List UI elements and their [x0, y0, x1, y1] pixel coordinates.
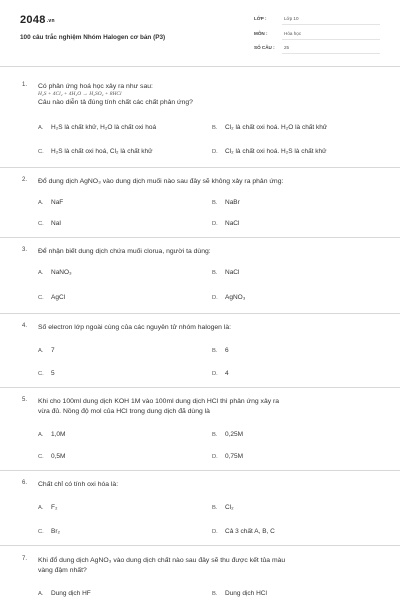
question-divider: [0, 387, 400, 388]
question-divider: [0, 167, 400, 168]
question-divider: [0, 313, 400, 314]
question-number: 3.: [22, 247, 28, 253]
brand-logo[interactable]: [20, 14, 55, 26]
header-divider: [0, 66, 400, 67]
option-b[interactable]: B. 6: [212, 347, 229, 354]
question-text-cont: vừa đủ. Nồng độ mol của HCl trong dung dịch đã dùng là: [38, 408, 210, 415]
option-d[interactable]: D. Cl₂ là chất oxi hoá. H₂S là chất khử: [212, 148, 327, 155]
option-text: 4: [225, 370, 229, 377]
meta-count-label: SỐ CÂU :: [254, 45, 275, 50]
question-text-cont: vàng đậm nhất?: [38, 567, 87, 574]
question-text: Khi đổ dung dịch AgNO₃ vào dung dịch chất nào sau đây sẽ thu được kết tủa màu: [38, 557, 286, 564]
meta-divider: [282, 53, 380, 54]
meta-subject-label: MÔN :: [254, 31, 268, 36]
question-divider: [0, 545, 400, 546]
question-text: Đổ dung dịch AgNO₃ vào dung dịch muối nào sau đây sẽ không xảy ra phản ứng:: [38, 178, 284, 185]
option-text: AgCl: [51, 294, 66, 301]
meta-subject-row: [254, 31, 380, 41]
question-text-cont: Câu nào diễn tả đúng tính chất các chất phản ứng?: [38, 99, 193, 106]
document-title: 100 câu trắc nghiệm Nhóm Halogen cơ bản (P3): [20, 34, 166, 41]
option-text: Cl₂ là chất oxi hoá. H₂O là chất khử: [225, 124, 328, 131]
option-text: 0,25M: [225, 431, 244, 438]
meta-class-label: LỚP :: [254, 16, 267, 21]
question-number: 6.: [22, 480, 28, 486]
option-text: 1,0M: [51, 431, 66, 438]
option-c[interactable]: C. Br₂: [38, 528, 61, 535]
question-text: Khi cho 100ml dung dịch KOH 1M vào 100ml dung dịch HCl thì phản ứng xảy ra: [38, 398, 280, 405]
meta-count-row: [254, 45, 380, 55]
brand-suffix: .vn: [46, 18, 55, 24]
option-text: H₂S là chất oxi hoá, Cl₂ là chất khử: [51, 148, 153, 155]
question-text: Có phản ứng hoá học xảy ra như sau:: [38, 83, 153, 90]
option-d[interactable]: D. Cả 3 chất A, B, C: [212, 528, 275, 535]
option-b[interactable]: B. NaCl: [212, 269, 240, 276]
option-text: NaI: [51, 220, 62, 227]
option-a[interactable]: A. H₂S là chất khử, H₂O là chất oxi hoá: [38, 124, 157, 131]
option-text: 0,75M: [225, 453, 244, 460]
meta-divider: [282, 39, 380, 40]
option-b[interactable]: B. NaBr: [212, 199, 240, 206]
brand-name: 2048: [20, 14, 46, 26]
option-text: NaCl: [225, 269, 240, 276]
option-text: 0,5M: [51, 453, 66, 460]
option-d[interactable]: D. NaCl: [212, 220, 240, 227]
option-c[interactable]: C. 0,5M: [38, 453, 66, 460]
meta-class-value: Lớp 10: [284, 16, 299, 21]
option-b[interactable]: B. 0,25M: [212, 431, 244, 438]
option-text: 5: [51, 370, 55, 377]
option-d[interactable]: D. 4: [212, 370, 229, 377]
question-number: 4.: [22, 323, 28, 329]
option-text: Cl₂ là chất oxi hoá. H₂S là chất khử: [225, 148, 327, 155]
option-c[interactable]: C. 5: [38, 370, 55, 377]
option-c[interactable]: C. NaI: [38, 220, 62, 227]
option-c[interactable]: C. AgCl: [38, 294, 66, 301]
option-text: F₂: [51, 504, 58, 511]
option-text: NaF: [51, 199, 64, 206]
option-text: Dung dịch HF: [51, 590, 91, 597]
option-a[interactable]: A. NaNO₃: [38, 269, 72, 276]
option-c[interactable]: C. H₂S là chất oxi hoá, Cl₂ là chất khử: [38, 148, 153, 155]
option-text: NaNO₃: [51, 269, 72, 276]
question-text: Số electron lớp ngoài cùng của các nguyên tử nhóm halogen là:: [38, 324, 232, 331]
option-text: Cl₂: [225, 504, 234, 511]
question-number: 7.: [22, 556, 28, 562]
option-text: NaCl: [225, 220, 240, 227]
option-text: H₂S là chất khử, H₂O là chất oxi hoá: [51, 124, 157, 131]
option-text: Cả 3 chất A, B, C: [225, 528, 275, 535]
meta-subject-value: Hóa học: [284, 31, 302, 36]
option-text: AgNO₃: [225, 294, 246, 301]
option-text: Br₂: [51, 528, 61, 535]
option-text: NaBr: [225, 199, 240, 206]
question-number: 5.: [22, 397, 28, 403]
meta-class-row: [254, 16, 380, 26]
question-divider: [0, 237, 400, 238]
question-text: Để nhận biết dung dịch chứa muối clorua, người ta dùng:: [38, 248, 211, 255]
question-divider: [0, 470, 400, 471]
option-b[interactable]: B. Dung dịch HCl: [212, 590, 267, 597]
option-d[interactable]: D. AgNO₃: [212, 294, 246, 301]
option-d[interactable]: D. 0,75M: [212, 453, 244, 460]
option-text: Dung dịch HCl: [225, 590, 267, 597]
option-a[interactable]: A. NaF: [38, 199, 64, 206]
option-text: 6: [225, 347, 229, 354]
option-a[interactable]: A. 1,0M: [38, 431, 66, 438]
option-a[interactable]: A. 7: [38, 347, 55, 354]
question-number: 1.: [22, 82, 28, 88]
question-text: Chất chỉ có tính oxi hóa là:: [38, 481, 119, 488]
meta-count-value: 25: [284, 45, 290, 50]
option-a[interactable]: A. Dung dịch HF: [38, 590, 91, 597]
option-b[interactable]: B. Cl₂: [212, 504, 234, 511]
option-b[interactable]: B. Cl₂ là chất oxi hoá. H₂O là chất khử: [212, 124, 328, 131]
option-a[interactable]: A. F₂: [38, 504, 58, 511]
reaction-equation: H₂S + 4Cl₂ + 4H₂O → H₂SO₄ + 8HCl: [38, 91, 122, 97]
option-text: 7: [51, 347, 55, 354]
meta-divider: [282, 24, 380, 25]
question-number: 2.: [22, 177, 28, 183]
